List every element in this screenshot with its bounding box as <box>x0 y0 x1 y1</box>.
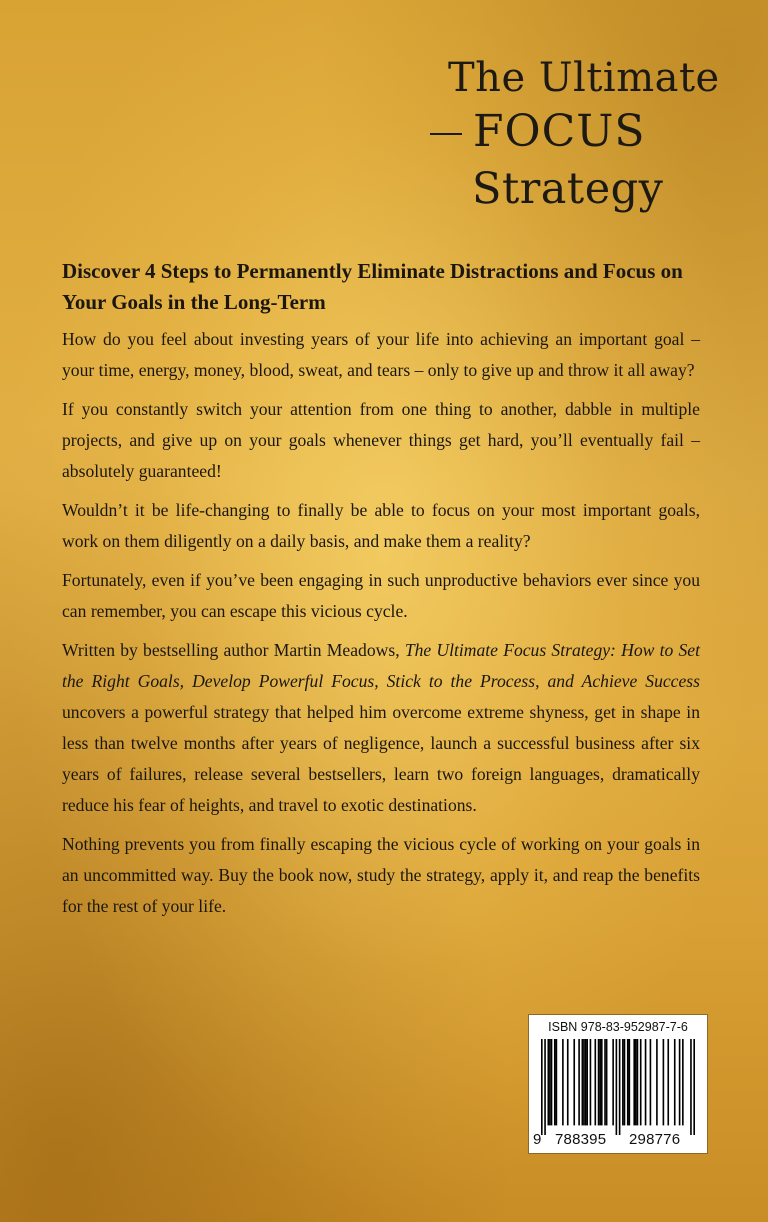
barcode-bar <box>682 1039 684 1125</box>
paragraph-2: If you constantly switch your attention from one thing to another, dabble in multiple projects, and give up on your goals whenever things get hard, you’ll eventually fail – absolutely guaranteed! <box>62 399 700 481</box>
barcode-bar <box>637 1039 639 1125</box>
barcode-bar <box>599 1039 601 1125</box>
book-full-title: The Ultimate Focus Strategy: How to Set the Right Goals, Develop Powerful Focus, Stick to the Process, and Achieve Success <box>62 640 700 691</box>
author-paragraph <box>62 635 700 821</box>
barcode-bar <box>690 1039 692 1135</box>
isbn-label: ISBN 978-83-952987-7-6 <box>548 1020 688 1034</box>
barcode-bar <box>674 1039 676 1125</box>
barcode-bar <box>541 1039 543 1135</box>
barcode-bar <box>622 1039 624 1125</box>
blurb <box>62 256 700 930</box>
barcode-bar <box>547 1039 549 1125</box>
barcode-bar <box>604 1039 606 1125</box>
barcode-bar <box>633 1039 635 1125</box>
barcode-bar <box>554 1039 556 1125</box>
ean-left-group: 788395 <box>555 1131 607 1148</box>
ean-right-group: 298776 <box>629 1131 681 1148</box>
barcode-bar <box>549 1039 551 1125</box>
barcode-bar <box>585 1039 587 1125</box>
barcode-bar <box>551 1039 553 1125</box>
barcode-bar <box>624 1039 626 1125</box>
paragraph-3: Wouldn’t it be life-changing to finally be able to focus on your most important goals, work on them diligently on a daily basis, and make them a reality? <box>62 500 700 551</box>
barcode-bar <box>619 1039 621 1135</box>
blurb-headline: Discover 4 Steps to Permanently Eliminate Distractions and Focus on Your Goals in the Long-Term <box>62 259 683 314</box>
barcode-bars <box>541 1039 695 1135</box>
barcode-bar <box>656 1039 658 1125</box>
barcode-bar <box>590 1039 592 1125</box>
barcode-bar <box>627 1039 629 1125</box>
barcode-bar <box>629 1039 631 1125</box>
title-dash <box>430 133 462 135</box>
barcode-bar <box>640 1039 642 1125</box>
barcode-bar <box>693 1039 695 1135</box>
author-paragraph-intro: Written by bestselling author Martin Meadows, <box>62 640 405 660</box>
barcode-bar <box>612 1039 614 1125</box>
barcode-bar <box>635 1039 637 1125</box>
barcode-bar <box>562 1039 564 1125</box>
barcode-bar <box>616 1039 618 1135</box>
barcode-bar <box>601 1039 603 1125</box>
barcode-bar <box>667 1039 669 1125</box>
barcode-bar <box>645 1039 647 1125</box>
barcode-bar <box>583 1039 585 1125</box>
barcode-bar <box>598 1039 600 1125</box>
author-paragraph-rest: uncovers a powerful strategy that helped him overcome extreme shyness, get in shape in less than twelve months after years of negligence, launch a successful business after six years of failures, release several bestsellers, learn two foreign languages, dramatically reduce his fear of heights, and travel to exotic destinations. <box>62 702 700 815</box>
barcode-bar <box>556 1039 558 1125</box>
barcode-bar <box>663 1039 665 1125</box>
barcode-bar <box>582 1039 584 1125</box>
paragraph-4: Fortunately, even if you’ve been engaging in such unproductive behaviors ever since you can remember, you can escape this vicious cycle. <box>62 570 700 621</box>
ean-first-digit: 9 <box>533 1131 542 1148</box>
title-line-the-ultimate: The Ultimate <box>448 55 720 101</box>
barcode-bar <box>606 1039 608 1125</box>
barcode-bar <box>650 1039 652 1125</box>
isbn-barcode <box>528 1014 708 1154</box>
barcode-bar <box>567 1039 569 1125</box>
title-line-strategy: Strategy <box>472 164 664 214</box>
paragraph-1: How do you feel about investing years of your life into achieving an important goal – your time, energy, money, blood, sweat, and tears – only to give up and throw it all away? <box>62 329 700 380</box>
closing-paragraph: Nothing prevents you from finally escaping the vicious cycle of working on your goals in an uncommitted way. Buy the book now, study the strategy, apply it, and reap the benefits for the rest of your life. <box>62 834 700 916</box>
title-line-focus: FOCUS <box>473 106 646 157</box>
barcode-bar <box>544 1039 546 1135</box>
barcode-bar <box>586 1039 588 1125</box>
barcode-bar <box>679 1039 681 1125</box>
barcode-bar <box>573 1039 575 1125</box>
barcode-bar <box>594 1039 596 1125</box>
barcode-bar <box>578 1039 580 1125</box>
